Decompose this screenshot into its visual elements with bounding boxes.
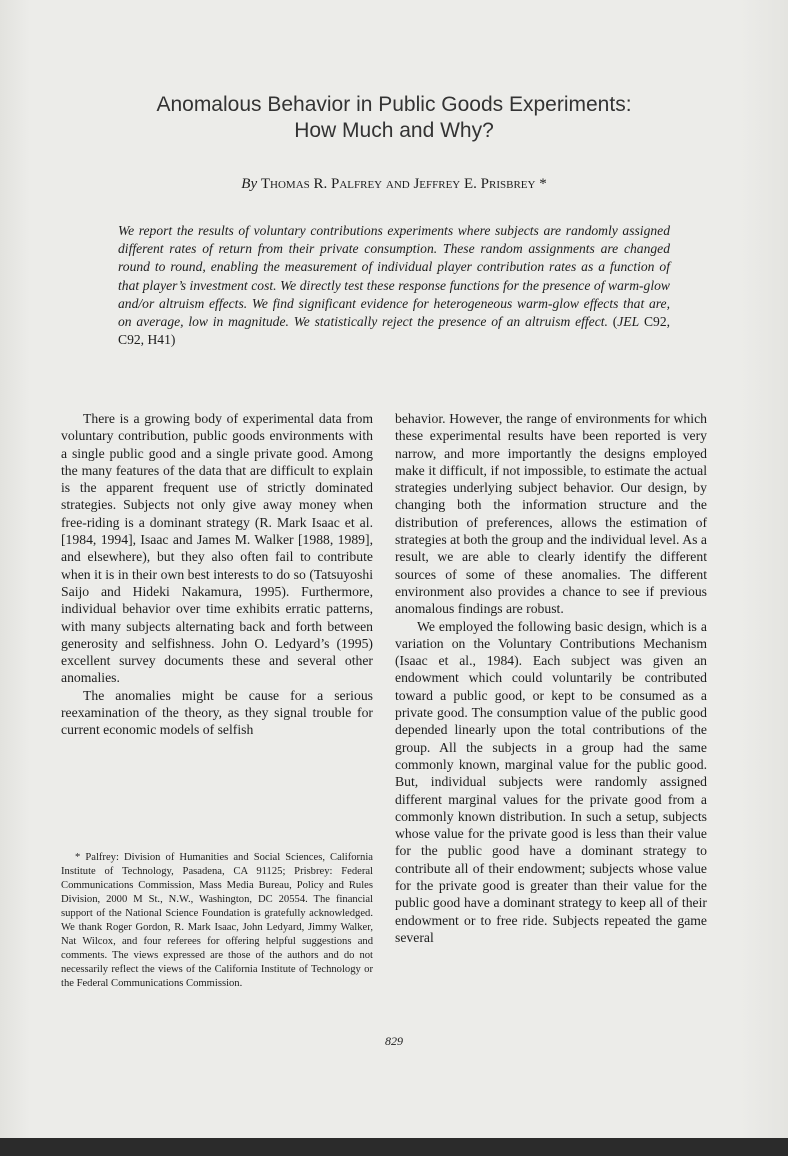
paragraph: The anomalies might be cause for a serious reexamination of the theory, as they signal trouble for current economic models of selfish [61, 687, 373, 738]
article-title [60, 92, 728, 144]
jel-label: JEL [617, 314, 640, 330]
author-footnote: * Palfrey: Division of Humanities and Social Sciences, California Institute of Technology, Pasadena, CA 91125; Prisbrey: Federal Communications Commission, Mass Media Bureau, Policy and Rules Division, 2000 M St., N.W., Washington, DC 20554. The financial support of the National Science Foundation is gratefully acknowledged. We thank Roger Gordon, R. Mark Isaac, John Ledyard, Jimmy Walker, Nat Wilcox, and four referees for offering helpful suggestions and comments. The views expressed are those of the authors and do not necessarily reflect the views of the California Institute of Technology or the Federal Communications Commission. [61, 852, 373, 989]
jel-open: ( [612, 314, 618, 330]
left-column [61, 410, 373, 739]
page-number: 829 [385, 1034, 403, 1048]
title-line-2: How Much and Why? [294, 119, 494, 142]
right-column [395, 410, 707, 946]
jel-codes: C92, C92, H41) [118, 314, 671, 348]
abstract-text: We report the results of voluntary contributions experiments where subjects are randomly assigned different rates of return from their private consumption. These random assignments are changed round to round, enabling the measurement of individual player contribution rates as a function of that player’s investment cost. We directly test these response functions for the presence of warm-glow and/or altruism effects. We find significant evidence for heterogeneous warm-glow effects that are, on average, low in magnitude. We statistically reject the presence of an altruism effect. [118, 223, 670, 330]
scan-edge [0, 1138, 788, 1156]
title-line-1: Anomalous Behavior in Public Goods Experiments: [156, 93, 632, 116]
paragraph: behavior. However, the range of environments for which these experimental results have been reported is very narrow, and more importantly the designs employed make it difficult, if not impossible, to estimate the actual strategies underlying subject behavior. Our design, by changing both the information structure and the distribution of preferences, allows the estimation of strategies at both the group and the individual level. As a result, we are able to clearly identify the different sources of some of these anomalies. The different environment also provides a chance to see if previous anomalous findings are robust. [395, 411, 707, 617]
paragraph: We employed the following basic design, which is a variation on the Voluntary Contributions Mechanism (Isaac et al., 1984). Each subject was given an endowment which could voluntarily be contributed toward a public good, or kept to be consumed as a private good. The consumption value of the public good depended linearly upon the total contributions of the group. All the subjects in a group had the same commonly known, marginal value for the public good. But, individual subjects were randomly assigned different marginal values for the private good from a commonly known distribution. In such a setup, subjects whose value for the private good is less than their value for the public good have a dominant strategy to contribute all of their endowment; subjects whose value for the private good is greater than their value for the public good have a dominant strategy to keep all of their endowment or to free ride. Subjects repeated the game several [395, 618, 707, 945]
byline-by: By [241, 176, 258, 192]
paragraph: There is a growing body of experimental data from voluntary contribution, public goods environments with a single public good and a single private good. Among the many features of the data that are difficult to explain is the apparent frequent use of strictly dominated strategies. Subjects not only give away money when free-riding is a dominant strategy (R. Mark Isaac et al. [1984, 1994], Isaac and James M. Walker [1988, 1989], and elsewhere), but they also often fail to contribute when it is in their own best interests to do so (Tatsuyoshi Saijo and Hideki Nakamura, 1995). Furthermore, individual behavior over time exhibits erratic patterns, with many subjects alternating back and forth between generosity and selfishness. John O. Ledyard’s (1995) excellent survey documents these and several other anomalies. [61, 411, 373, 686]
byline [60, 176, 728, 193]
byline-footnote-mark: * [539, 176, 547, 192]
abstract [118, 222, 670, 349]
byline-authors: Thomas R. Palfrey and Jeffrey E. Prisbrey [260, 176, 536, 192]
